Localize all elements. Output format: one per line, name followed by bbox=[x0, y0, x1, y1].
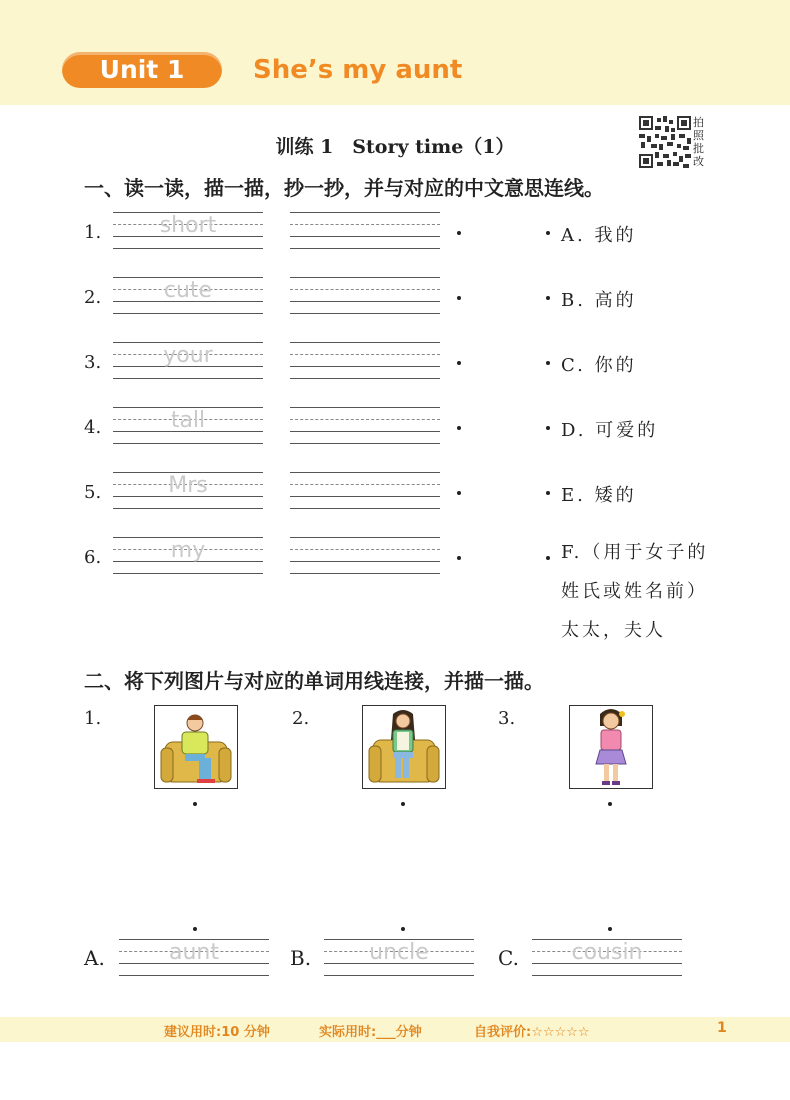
trace-word: aunt bbox=[169, 940, 219, 965]
trace-lines bbox=[113, 537, 263, 573]
self-rating bbox=[474, 1021, 589, 1040]
meaning-c: C. 你的 bbox=[561, 355, 637, 376]
row-number: 2. bbox=[84, 287, 102, 308]
picture-number: 1. bbox=[84, 708, 102, 729]
match-dot-left[interactable] bbox=[457, 491, 461, 495]
match-dot-right[interactable] bbox=[546, 231, 550, 235]
match-dot-right[interactable] bbox=[546, 361, 550, 365]
trace-lines bbox=[113, 472, 263, 508]
boy-on-sofa-icon bbox=[155, 706, 237, 788]
trace-word: Mrs bbox=[168, 473, 208, 498]
actual-time: 实际用时:___分钟 bbox=[319, 1025, 422, 1040]
trace-word: cousin bbox=[571, 940, 643, 965]
match-dot-picture-3[interactable] bbox=[608, 802, 612, 806]
copy-lines[interactable] bbox=[290, 342, 440, 378]
match-dot-left[interactable] bbox=[457, 556, 461, 560]
row-number: 6. bbox=[84, 547, 102, 568]
match-dot-right[interactable] bbox=[546, 491, 550, 495]
trace-word: tall bbox=[170, 408, 206, 433]
match-dot-right[interactable] bbox=[546, 426, 550, 430]
training-title: 训练 1 Story time（1） bbox=[275, 136, 515, 158]
qr-code-icon[interactable] bbox=[639, 116, 691, 168]
match-dot-left[interactable] bbox=[457, 426, 461, 430]
meaning-b: B. 高的 bbox=[561, 290, 637, 311]
meaning-f: F.（用于女子的姓氏或姓名前）太太，夫人 bbox=[561, 542, 709, 641]
unit-label: Unit 1 bbox=[62, 52, 222, 88]
page-number: 1 bbox=[717, 1020, 727, 1036]
match-dot-answer-a[interactable] bbox=[193, 927, 197, 931]
match-dot-left[interactable] bbox=[457, 231, 461, 235]
trace-word: cute bbox=[163, 278, 213, 303]
match-dot-answer-c[interactable] bbox=[608, 927, 612, 931]
suggested-time: 建议用时:10 分钟 bbox=[164, 1025, 270, 1040]
row-number: 4. bbox=[84, 417, 102, 438]
section1-title: 一、读一读，描一描，抄一抄，并与对应的中文意思连线。 bbox=[84, 176, 604, 200]
rating-stars[interactable] bbox=[531, 1025, 589, 1040]
answer-letter-a: A. bbox=[84, 946, 105, 970]
match-dot-left[interactable] bbox=[457, 361, 461, 365]
self-rating-label: 自我评价: bbox=[474, 1025, 532, 1040]
woman-on-sofa-icon bbox=[363, 706, 445, 788]
match-dot-picture-1[interactable] bbox=[193, 802, 197, 806]
trace-lines bbox=[113, 342, 263, 378]
unit-title: She’s my aunt bbox=[253, 55, 463, 85]
trace-lines bbox=[113, 277, 263, 313]
trace-word: short bbox=[159, 213, 217, 238]
girl-standing-picture bbox=[569, 705, 653, 789]
trace-word: your bbox=[163, 343, 213, 368]
star-icon[interactable]: ☆ bbox=[531, 1025, 543, 1040]
match-dot-left[interactable] bbox=[457, 296, 461, 300]
star-icon[interactable]: ☆ bbox=[566, 1025, 578, 1040]
trace-lines bbox=[113, 212, 263, 248]
row-number: 5. bbox=[84, 482, 102, 503]
qr-label: 拍照批改 bbox=[693, 116, 704, 168]
trace-lines bbox=[532, 939, 682, 975]
star-icon[interactable]: ☆ bbox=[554, 1025, 567, 1040]
girl-standing-icon bbox=[570, 706, 652, 788]
trace-word: uncle bbox=[369, 940, 429, 965]
trace-lines bbox=[113, 407, 263, 443]
trace-lines bbox=[119, 939, 269, 975]
picture-number: 2. bbox=[292, 708, 310, 729]
copy-lines[interactable] bbox=[290, 472, 440, 508]
copy-lines[interactable] bbox=[290, 407, 440, 443]
row-number: 3. bbox=[84, 352, 102, 373]
answer-letter-c: C. bbox=[498, 946, 519, 970]
match-dot-answer-b[interactable] bbox=[401, 927, 405, 931]
meaning-e: E. 矮的 bbox=[561, 485, 637, 506]
section2-title: 二、将下列图片与对应的单词用线连接，并描一描。 bbox=[84, 669, 544, 693]
meaning-a: A. 我的 bbox=[561, 225, 637, 246]
match-dot-picture-2[interactable] bbox=[401, 802, 405, 806]
star-icon[interactable]: ☆ bbox=[577, 1025, 590, 1040]
match-dot-right[interactable] bbox=[546, 556, 550, 560]
copy-lines[interactable] bbox=[290, 277, 440, 313]
row-number: 1. bbox=[84, 222, 102, 243]
star-icon[interactable]: ☆ bbox=[542, 1025, 555, 1040]
copy-lines[interactable] bbox=[290, 212, 440, 248]
copy-lines[interactable] bbox=[290, 537, 440, 573]
boy-on-sofa-picture bbox=[154, 705, 238, 789]
meaning-d: D. 可爱的 bbox=[561, 420, 659, 441]
match-dot-right[interactable] bbox=[546, 296, 550, 300]
trace-word: my bbox=[170, 538, 206, 563]
woman-on-sofa-picture bbox=[362, 705, 446, 789]
picture-number: 3. bbox=[498, 708, 516, 729]
answer-letter-b: B. bbox=[290, 946, 312, 970]
trace-lines bbox=[324, 939, 474, 975]
